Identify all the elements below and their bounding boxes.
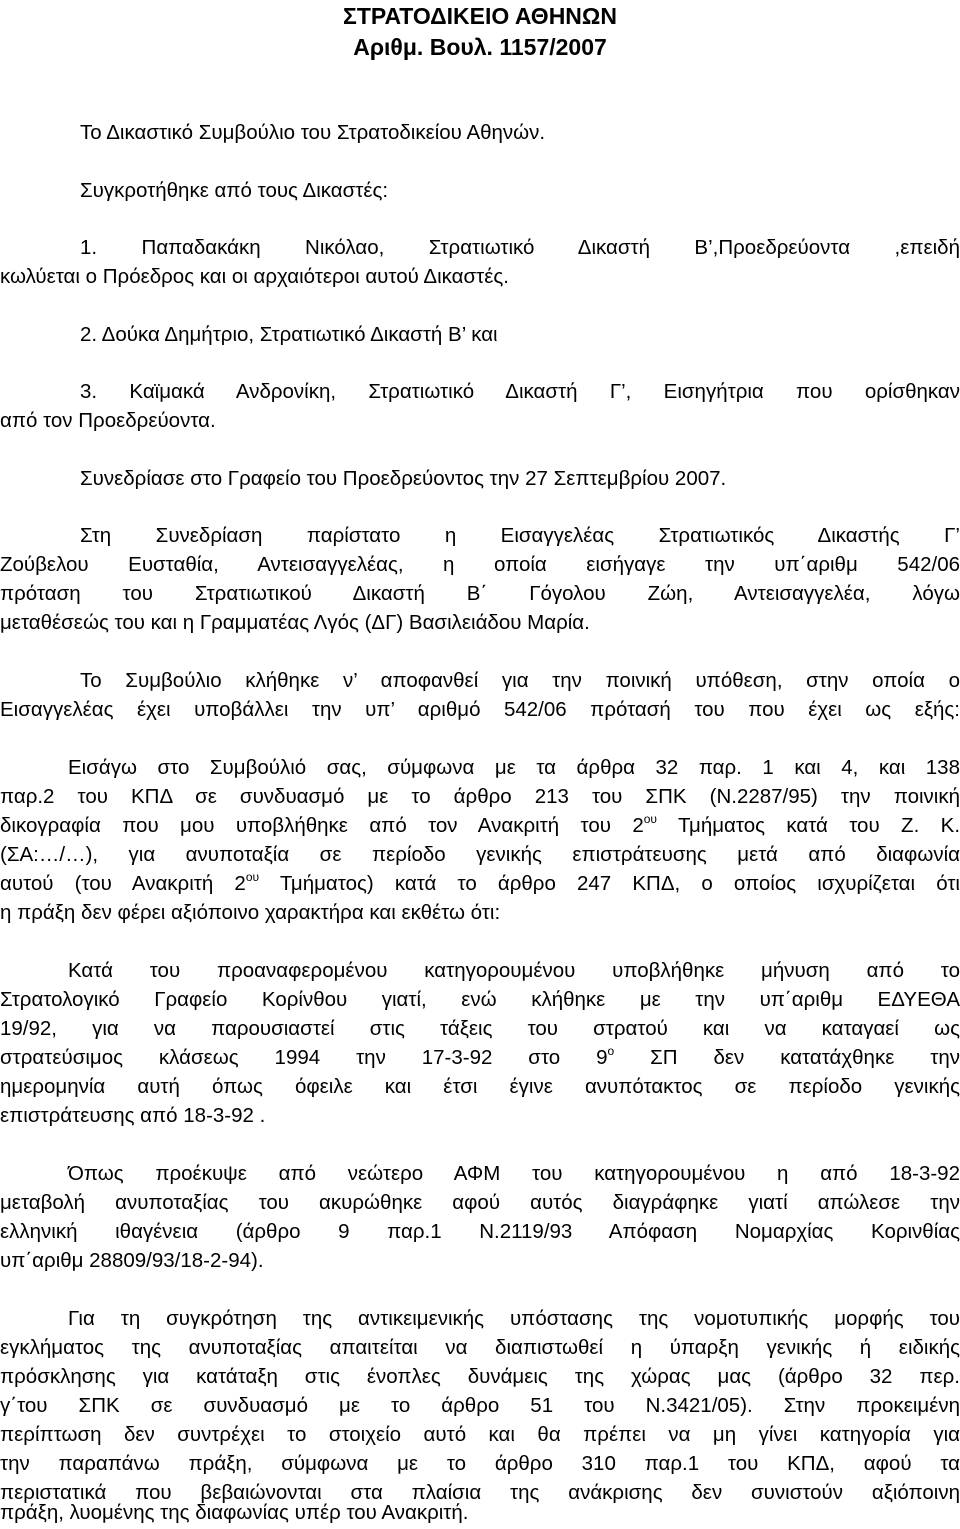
text-line: η πράξη δεν φέρει αξιόποινο χαρακτήρα και εκθέτω ότι:	[0, 901, 501, 924]
text-line: πρόσκλησης για κατάταξη στις ένοπλες δυνάμεις της χώρας μας (άρθρο 32 περ.	[0, 1365, 960, 1388]
session-line: Συνεδρίασε στο Γραφείο του Προεδρεύοντος την 27 Σεπτεμβρίου 2007.	[80, 467, 727, 490]
text-line: πρόταση του Στρατιωτικού Δικαστή Β΄ Γόγολου Ζώη, Αντεισαγγελέα, λόγω	[0, 582, 960, 605]
text-line: περίπτωση δεν συντρέχει το στοιχείο αυτό και θα πρέπει να μη γίνει κατηγορία για	[0, 1423, 960, 1446]
council-line: Το Δικαστικό Συμβούλιο του Στρατοδικείου Αθηνών.	[80, 121, 546, 144]
text-line: την παραπάνω πράξη, σύμφωνα με το άρθρο 310 παρ.1 του ΚΠΔ, αφού τα	[0, 1452, 960, 1475]
text-line: Το Συμβούλιο κλήθηκε ν’ αποφανθεί για την ποινική υπόθεση, στην οποία ο	[80, 669, 960, 692]
text-line: επιστράτευσης από 18-3-92 .	[0, 1104, 266, 1127]
ordinal-superscript: ου	[245, 870, 260, 884]
judge-1-line-1: 1. Παπαδακάκη Νικόλαο, Στρατιωτικό Δικαστή Β’,Προεδρεύοντα ,επειδή	[80, 236, 960, 259]
text-line: Κατά του προαναφερομένου κατηγορουμένου υποβλήθηκε μήνυση από το	[68, 959, 960, 982]
text-line: Στη Συνεδρίαση παρίστατο η Εισαγγελέας Στρατιωτικός Δικαστής Γ’	[80, 524, 960, 547]
judge-3-line-1: 3. Καϊμακά Ανδρονίκη, Στρατιωτικό Δικαστή Γ’, Εισηγήτρια που ορίσθηκαν	[80, 380, 960, 403]
text-line: γ΄του ΣΠΚ σε συνδυασμό με το άρθρο 51 του Ν.3421/05). Στην προκειμένη	[0, 1394, 960, 1417]
text-line	[0, 1045, 960, 1071]
text-segment: ΣΠ δεν κατατάχθηκε την	[614, 1046, 960, 1069]
text-line	[0, 871, 960, 897]
judge-2: 2. Δούκα Δημήτριο, Στρατιωτικό Δικαστή Β’ και	[80, 323, 498, 346]
text-segment: στρατεύσιμος κλάσεως 1994 την 17-3-92 στο 9	[0, 1046, 608, 1069]
court-title: ΣΤΡΑΤΟΔΙΚΕΙΟ ΑΘΗΝΩΝ	[343, 3, 617, 29]
ordinal-superscript: ο	[607, 1044, 615, 1058]
text-line: παρ.2 του ΚΠΔ σε συνδυασμό με το άρθρο 213 του ΣΠΚ (Ν.2287/95) την ποινική	[0, 785, 960, 808]
text-line	[0, 813, 960, 839]
text-line: (ΣΑ:…/…), για ανυποταξία σε περίοδο γενικής επιστράτευσης μετά από διαφωνία	[0, 843, 960, 866]
text-line: πράξη, λυομένης της διαφωνίας υπέρ του Ανακριτή.	[0, 1501, 469, 1524]
composed-line: Συγκροτήθηκε από τους Δικαστές:	[80, 179, 389, 202]
text-line: Εισαγγελέας έχει υποβάλλει την υπ’ αριθμό 542/06 πρότασή του που έχει ως εξής:	[0, 698, 960, 721]
text-line: Εισάγω στο Συμβούλιό σας, σύμφωνα με τα άρθρα 32 παρ. 1 και 4, και 138	[68, 756, 960, 779]
text-line: υπ΄αριθμ 28809/93/18-2-94).	[0, 1249, 264, 1272]
text-line: μεταβολή ανυποταξίας του ακυρώθηκε αφού αυτός διαγράφηκε γιατί απώλεσε την	[0, 1191, 960, 1214]
ordinal-superscript: ου	[643, 812, 657, 826]
text-line: μεταθέσεώς του και η Γραμματέας Λγός (ΔΓ) Βασιλειάδου Μαρία.	[0, 611, 590, 634]
text-segment: δικογραφία που μου υποβλήθηκε από τον Ανακριτή του 2	[0, 814, 644, 837]
text-line: ημερομηνία αυτή όπως όφειλε και έτσι έγινε ανυπότακτος σε περίοδο γενικής	[0, 1075, 960, 1098]
text-segment: Τμήματος κατά του Ζ. Κ.	[657, 814, 960, 837]
decision-number: Αριθμ. Βουλ. 1157/2007	[353, 34, 607, 60]
text-line: ελληνική ιθαγένεια (άρθρο 9 παρ.1 Ν.2119/93 Απόφαση Νομαρχίας Κορινθίας	[0, 1220, 960, 1243]
text-line: Ζούβελου Ευσταθία, Αντεισαγγελέας, η οποία εισήγαγε την υπ΄αριθμ 542/06	[0, 553, 960, 576]
text-line: εγκλήματος της ανυποταξίας απαιτείται να διαπιστωθεί η ύπαρξη γενικής ή ειδικής	[0, 1336, 960, 1359]
text-line: Όπως προέκυψε από νεώτερο ΑΦΜ του κατηγορουμένου η από 18-3-92	[68, 1162, 960, 1185]
text-segment: αυτού (του Ανακριτή 2	[0, 872, 246, 895]
judge-3-line-2: από τον Προεδρεύοντα.	[0, 409, 216, 432]
text-line: περιστατικά που βεβαιώνονται στα πλαίσια της ανάκρισης δεν συνιστούν αξιόποινη	[0, 1481, 960, 1504]
text-line: Για τη συγκρότηση της αντικειμενικής υπόστασης της νομοτυπικής μορφής του	[68, 1307, 960, 1330]
text-line: 19/92, για να παρουσιαστεί στις τάξεις του στρατού και να καταγαεί ως	[0, 1017, 960, 1040]
text-line: Στρατολογικό Γραφείο Κορίνθου γιατί, ενώ κλήθηκε με την υπ΄αριθμ ΕΔΥΕΘΑ	[0, 988, 960, 1011]
text-segment: Τμήματος) κατά το άρθρο 247 ΚΠΔ, ο οποίος ισχυρίζεται ότι	[259, 872, 960, 895]
judge-1-line-2: κωλύεται ο Πρόεδρος και οι αρχαιότεροι αυτού Δικαστές.	[0, 265, 509, 288]
